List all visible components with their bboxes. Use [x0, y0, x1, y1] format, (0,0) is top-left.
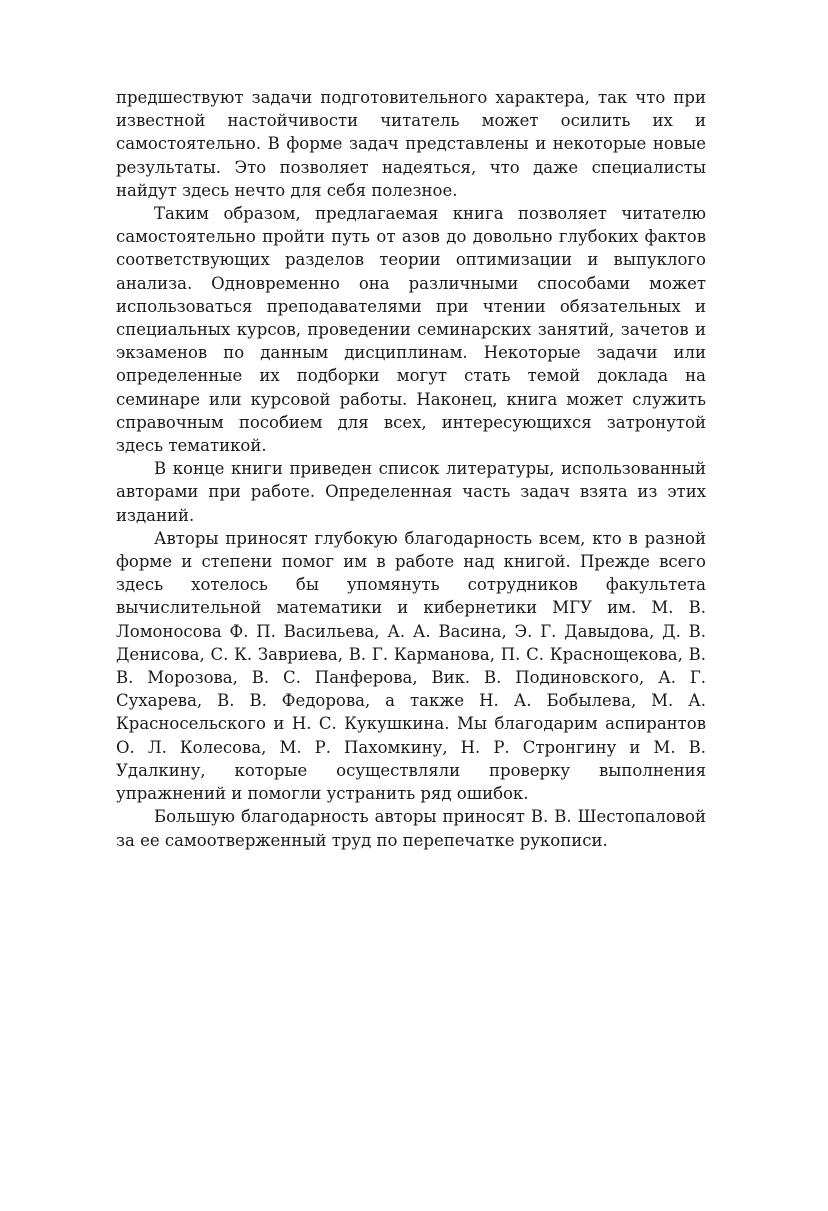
paragraph-bibliography: В конце книги приведен список литературы, использованный авторами при работе. Определенная часть задач взята из этих изданий.	[116, 459, 706, 525]
paragraph-typist-thanks: Большую благодарность авторы приносят В. В. Шестопаловой за ее самоотверженный труд по перепечатке рукописи.	[116, 807, 706, 850]
book-page-text	[116, 86, 706, 852]
paragraph-book-purpose: Таким образом, предлагаемая книга позволяет читателю самостоятельно пройти путь от азов до довольно глубоких фактов соответствующих разделов теории оптимизации и выпуклого анализа. Одновременно она различными способами может использоваться преподавателями при чтении обязательных и специальных курсов, проведении семинарских занятий, зачетов и экзаменов по данным дисциплинам. Некоторые задачи или определенные их подборки могут стать темой доклада на семинаре или курсовой работы. Наконец, книга может служить справочным пособием для всех, интересующихся затронутой здесь тематикой.	[116, 204, 706, 456]
paragraph-acknowledgements: Авторы приносят глубокую благодарность всем, кто в разной форме и степени помог им в работе над книгой. Прежде всего здесь хотелось бы упомянуть сотрудников факультета вычислительной математики и кибернетики МГУ им. М. В. Ломоносова Ф. П. Васильева, А. А. Васина, Э. Г. Давыдова, Д. В. Денисова, С. К. Завриева, В. Г. Карманова, П. С. Краснощекова, В. В. Морозова, В. С. Панферова, Вик. В. Подиновского, А. Г. Сухарева, В. В. Федорова, а также Н. А. Бобылева, М. А. Красносельского и Н. С. Кукушкина. Мы благодарим аспирантов О. Л. Колесова, М. Р. Пахомкину, Н. Р. Стронгину и М. В. Удалкину, которые осуществляли проверку выполнения упражнений и помогли устранить ряд ошибок.	[116, 528, 706, 804]
paragraph-continuation: предшествуют задачи подготовительного характера, так что при известной настойчивости читатель может осилить их и самостоятельно. В форме задач представлены и некоторые новые результаты. Это позволяет надеяться, что даже специалисты найдут здесь нечто для себя полезное.	[116, 88, 706, 200]
